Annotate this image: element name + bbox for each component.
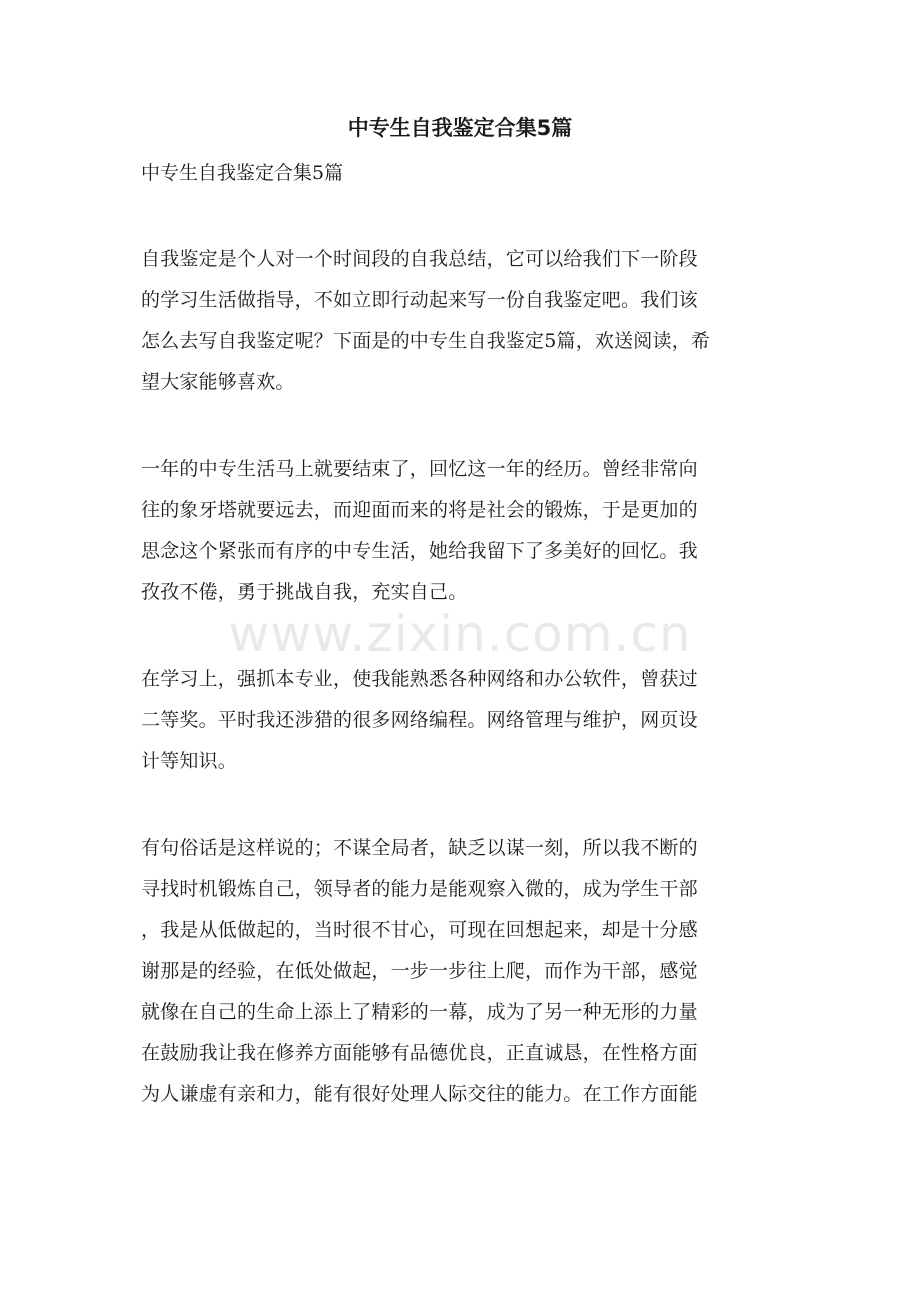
text-line: 怎么去写自我鉴定呢？下面是的中专生自我鉴定5篇，欢送阅读，希	[141, 330, 711, 352]
text-line: 一年的中专生活马上就要结束了，回忆这一年的经历。曾经非常向	[141, 458, 698, 480]
document-subtitle: 中专生自我鉴定合集5篇	[141, 162, 344, 184]
text-line: 在鼓励我让我在修养方面能够有品德优良，正直诚恳，在性格方面	[141, 1042, 698, 1064]
text-line: 自我鉴定是个人对一个时间段的自我总结，它可以给我们下一阶段	[141, 248, 698, 270]
watermark: www.zixin.com.cn	[228, 605, 692, 663]
text-line: 谢那是的经验，在低处做起，一步一步往上爬，而作为干部，感觉	[141, 960, 698, 982]
text-line: 的学习生活做指导，不如立即行动起来写一份自我鉴定吧。我们该	[141, 289, 698, 311]
text-line: 计等知识。	[141, 750, 238, 772]
paragraph-intro	[141, 239, 781, 403]
text-line: 就像在自己的生命上添上了精彩的一幕，成为了另一种无形的力量	[141, 1001, 698, 1023]
text-line: 思念这个紧张而有序的中专生活，她给我留下了多美好的回忆。我	[141, 540, 698, 562]
paragraph-study	[141, 659, 781, 782]
text-line: 有句俗话是这样说的；不谋全局者，缺乏以谋一刻，所以我不断的	[141, 837, 698, 859]
document-title: 中专生自我鉴定合集5篇	[347, 116, 573, 140]
text-line: ，我是从低做起的，当时很不甘心，可现在回想起来，却是十分感	[141, 919, 698, 941]
text-line: 为人谦虚有亲和力，能有很好处理人际交往的能力。在工作方面能	[141, 1083, 698, 1105]
paragraph-leadership	[141, 828, 781, 1115]
text-line: 望大家能够喜欢。	[141, 371, 295, 393]
paragraph-year-review	[141, 449, 781, 613]
text-line: 二等奖。平时我还涉猎的很多网络编程。网络管理与维护，网页设	[141, 709, 698, 731]
text-line: 在学习上，强抓本专业，使我能熟悉各种网络和办公软件，曾获过	[141, 668, 698, 690]
text-line: 寻找时机锻炼自己，领导者的能力是能观察入微的，成为学生干部	[141, 878, 698, 900]
text-line: 往的象牙塔就要远去，而迎面而来的将是社会的锻炼，于是更加的	[141, 499, 698, 521]
text-line: 孜孜不倦，勇于挑战自我，充实自己。	[141, 581, 468, 603]
